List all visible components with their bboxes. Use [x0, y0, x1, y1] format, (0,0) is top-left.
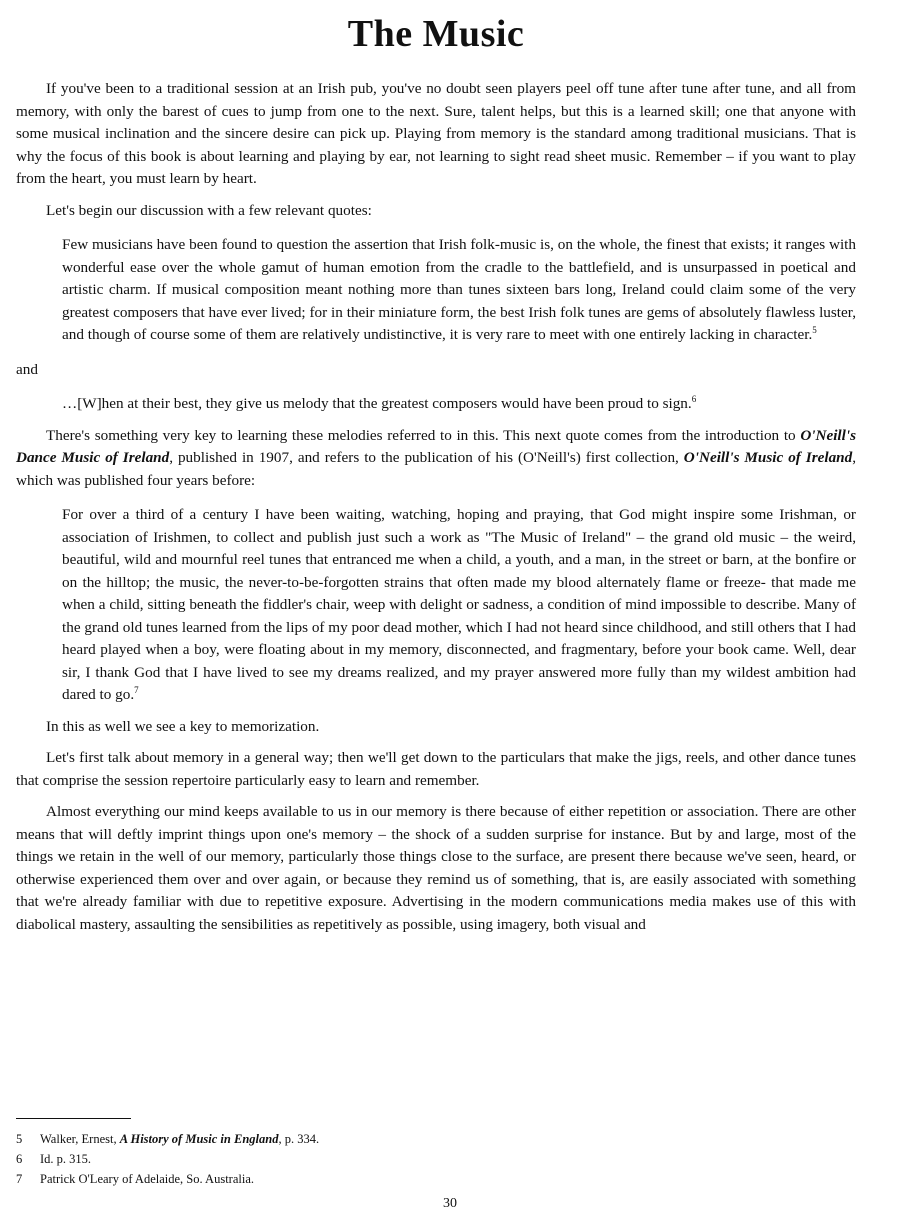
- footnote-5: [16, 1129, 856, 1149]
- footnote-author: Walker, Ernest,: [40, 1132, 120, 1146]
- paragraph-intro: If you've been to a traditional session at an Irish pub, you've no doubt seen players peel off tune after tune after tune, and all from memory, with only the barest of cues to jump from one to the next. Sure, talent helps, but this is a learned skill; one that anyone with some musical inclination and the sincere desire can pick up. Playing from memory is the standard among traditional musicians. That is why the focus of this book is about learning and playing by ear, not learning to sight read sheet music. Remember – if you want to play from the heart, you must learn by heart.: [16, 80, 856, 187]
- footnotes: [16, 1118, 856, 1189]
- paragraph-oneill-text-c: , which was published four years before:: [16, 449, 856, 489]
- paragraph-memory-general: Let's first talk about memory in a general way; then we'll get down to the particulars that make the jigs, reels, and other dance tunes that comprise the session repertoire particularly easy to learn and remember.: [16, 749, 856, 789]
- footnote-text: Id. p. 315.: [40, 1152, 92, 1166]
- block-quote-3: [62, 504, 856, 707]
- book-title-music-of-ireland: O'Neill's Music of Ireland: [683, 449, 853, 466]
- page-title: The Music: [347, 13, 525, 55]
- block-quote-1-text: Few musicians have been found to question the assertion that Irish folk-music is, on the whole, the finest that exists; it ranges with wonderful ease over the whole gamut of human emotion from the cradle to the battlefield, and is unsurpassed in poetical and artistic charm. If musical composition meant nothing more than tunes sixteen bars long, Ireland could claim some of the very greatest composers that have ever lived; for in their miniature form, the best Irish folk tunes are gems of absolutely flawless luster, and though of course some of them are relatively undistinctive, it is very rare to meet with one entirely lacking in character.: [62, 236, 856, 343]
- paragraph-repetition: Almost everything our mind keeps available to us in our memory is there because of either repetition or association. There are other means that will deftly imprint things upon one's memory – the shock of a sudden surprise for instance. But by and large, most of the things we retain in the well of our memory, particularly those things close to the surface, are present there because we've seen, heard, or otherwise experienced them over and over again, or because they remind us of something, that is, are easily associated with something that we're already familiar with due to repetitive exposure. Advertising in the modern communications media makes use of this with diabolical mastery, assaulting the sensibilities as repetitively as possible, using imagery, both visual and: [16, 803, 856, 933]
- footnote-7: [16, 1169, 856, 1189]
- paragraph-and: and: [16, 360, 38, 378]
- footnote-mark: 5: [16, 1132, 23, 1146]
- footnote-mark: 7: [16, 1172, 23, 1186]
- footnote-ref-7: 7: [134, 684, 139, 695]
- footnote-page: , p. 334.: [278, 1132, 320, 1146]
- footnote-6: [16, 1149, 856, 1169]
- paragraph-quotes-lead: Let's begin our discussion with a few relevant quotes:: [46, 201, 372, 219]
- book-title-dance-music: O'Neill's Dance Music of Ireland: [16, 426, 856, 466]
- footnote-ref-5: 5: [812, 324, 817, 335]
- footnote-book-title: A History of Music in England: [119, 1132, 279, 1146]
- paragraph-oneill: [16, 425, 856, 493]
- paragraph-oneill-text-a: There's something very key to learning these melodies referred to in this. This next quote comes from the introduction to: [46, 426, 801, 444]
- page-number: 30: [443, 1196, 457, 1211]
- block-quote-1: [62, 234, 856, 347]
- block-quote-2: [62, 393, 856, 416]
- paragraph-oneill-text-b: , published in 1907, and refers to the publication of his (O'Neill's) first collection,: [169, 449, 684, 466]
- footnote-text: [40, 1129, 319, 1149]
- footnote-text: Patrick O'Leary of Adelaide, So. Australia.: [40, 1172, 255, 1186]
- block-quote-3-text: For over a third of a century I have been waiting, watching, hoping and praying, that God might inspire some Irishman, or association of Irishmen, to collect and publish just such a work as "The Music of Ireland" – the grand old music – the weird, beautiful, wild and mournful reel tunes that entranced me when a child, a youth, and a man, in the street or barn, at the bonfire or on the hilltop; the music, the never-to-be-forgotten strains that often made my blood alternately flame or freeze- that made me when a child, sitting beneath the fiddler's chair, weep with delight or sadness, a condition of mind impossible to describe. Many of the grand old tunes learned from the lips of my poor dead mother, which I had not heard since childhood, and still others that I had heard played when a boy, were floating about in my memory, disconnected, and fragmentary, before your book came. Well, dear sir, I thank God that I have lived to see my dreams realized, and my prayer answered more fully than my wildest ambition had dared to go.: [62, 506, 856, 703]
- footnote-divider: [16, 1118, 131, 1119]
- paragraph-memorization-key: In this as well we see a key to memorization.: [46, 717, 320, 735]
- footnote-mark: 6: [16, 1152, 23, 1166]
- footnote-ref-6: 6: [691, 393, 697, 404]
- block-quote-2-text: …[W]hen at their best, they give us melody that the greatest composers would have been proud to sign.: [62, 395, 692, 412]
